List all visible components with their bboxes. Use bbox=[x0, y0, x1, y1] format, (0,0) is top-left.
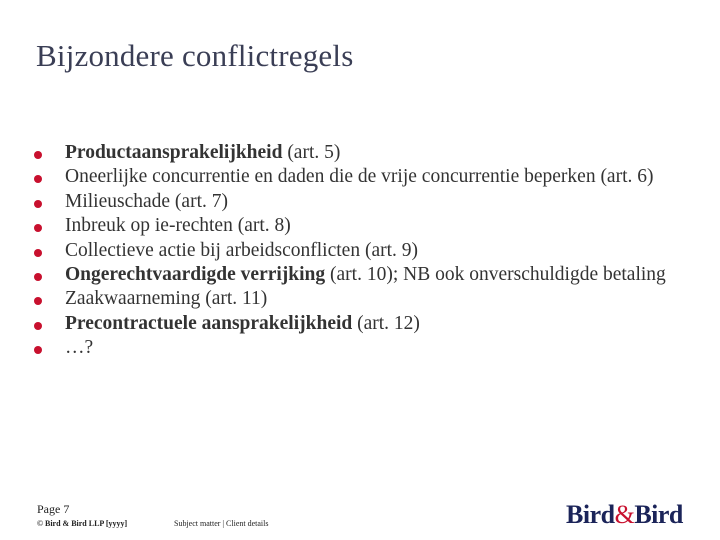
item-text: Collectieve actie bij arbeidsconflicten (art. 9) bbox=[65, 239, 419, 261]
item-text: (art. 5) bbox=[282, 142, 341, 163]
logo-word-right: Bird bbox=[634, 500, 683, 529]
item-text: Zaakwaarneming (art. 11) bbox=[65, 288, 268, 310]
list-item bbox=[34, 214, 674, 238]
bullet-list bbox=[34, 141, 674, 361]
item-text: Inbreuk op ie-rechten (art. 8) bbox=[65, 215, 291, 237]
bullet-dot-icon bbox=[34, 175, 42, 183]
bullet-dot-icon bbox=[34, 346, 42, 354]
bullet-dot-icon bbox=[34, 249, 42, 257]
subject-details: Subject matter | Client details bbox=[174, 519, 269, 528]
item-text: (art. 12) bbox=[352, 312, 420, 334]
item-bold-text: Precontractuele aansprakelijkheid bbox=[65, 312, 353, 334]
bullet-dot-icon bbox=[34, 224, 42, 232]
item-text: Milieuschade (art. 7) bbox=[65, 190, 228, 212]
logo-word-left: Bird bbox=[566, 500, 615, 529]
bullet-dot-icon bbox=[34, 200, 42, 208]
item-bold-text: Ongerechtvaardigde verrijking bbox=[65, 264, 326, 286]
list-item bbox=[34, 190, 674, 214]
slide-title: Bijzondere conflictregels bbox=[36, 38, 354, 73]
bullet-dot-icon bbox=[34, 273, 42, 281]
list-item bbox=[34, 312, 674, 336]
item-text: (art. 10); NB ook onverschuldigde betaling bbox=[325, 264, 666, 286]
item-text: …? bbox=[65, 337, 94, 359]
bullet-dot-icon bbox=[34, 322, 42, 330]
bird-and-bird-logo bbox=[566, 500, 683, 530]
item-bold-text: Productaansprakelijkheid bbox=[65, 142, 283, 163]
bullet-dot-icon bbox=[34, 151, 42, 159]
list-item bbox=[34, 263, 674, 287]
list-item bbox=[34, 287, 674, 311]
list-item bbox=[34, 336, 674, 360]
list-item bbox=[34, 239, 674, 263]
logo-ampersand: & bbox=[614, 500, 635, 529]
list-item bbox=[34, 165, 674, 189]
list-item bbox=[34, 141, 674, 165]
item-text: Oneerlijke concurrentie en daden die de vrije concurrentie beperken (art. 6) bbox=[65, 166, 654, 188]
copyright-notice: © Bird & Bird LLP [yyyy] bbox=[37, 519, 128, 528]
bullet-dot-icon bbox=[34, 297, 42, 305]
page-number: Page 7 bbox=[37, 502, 70, 516]
